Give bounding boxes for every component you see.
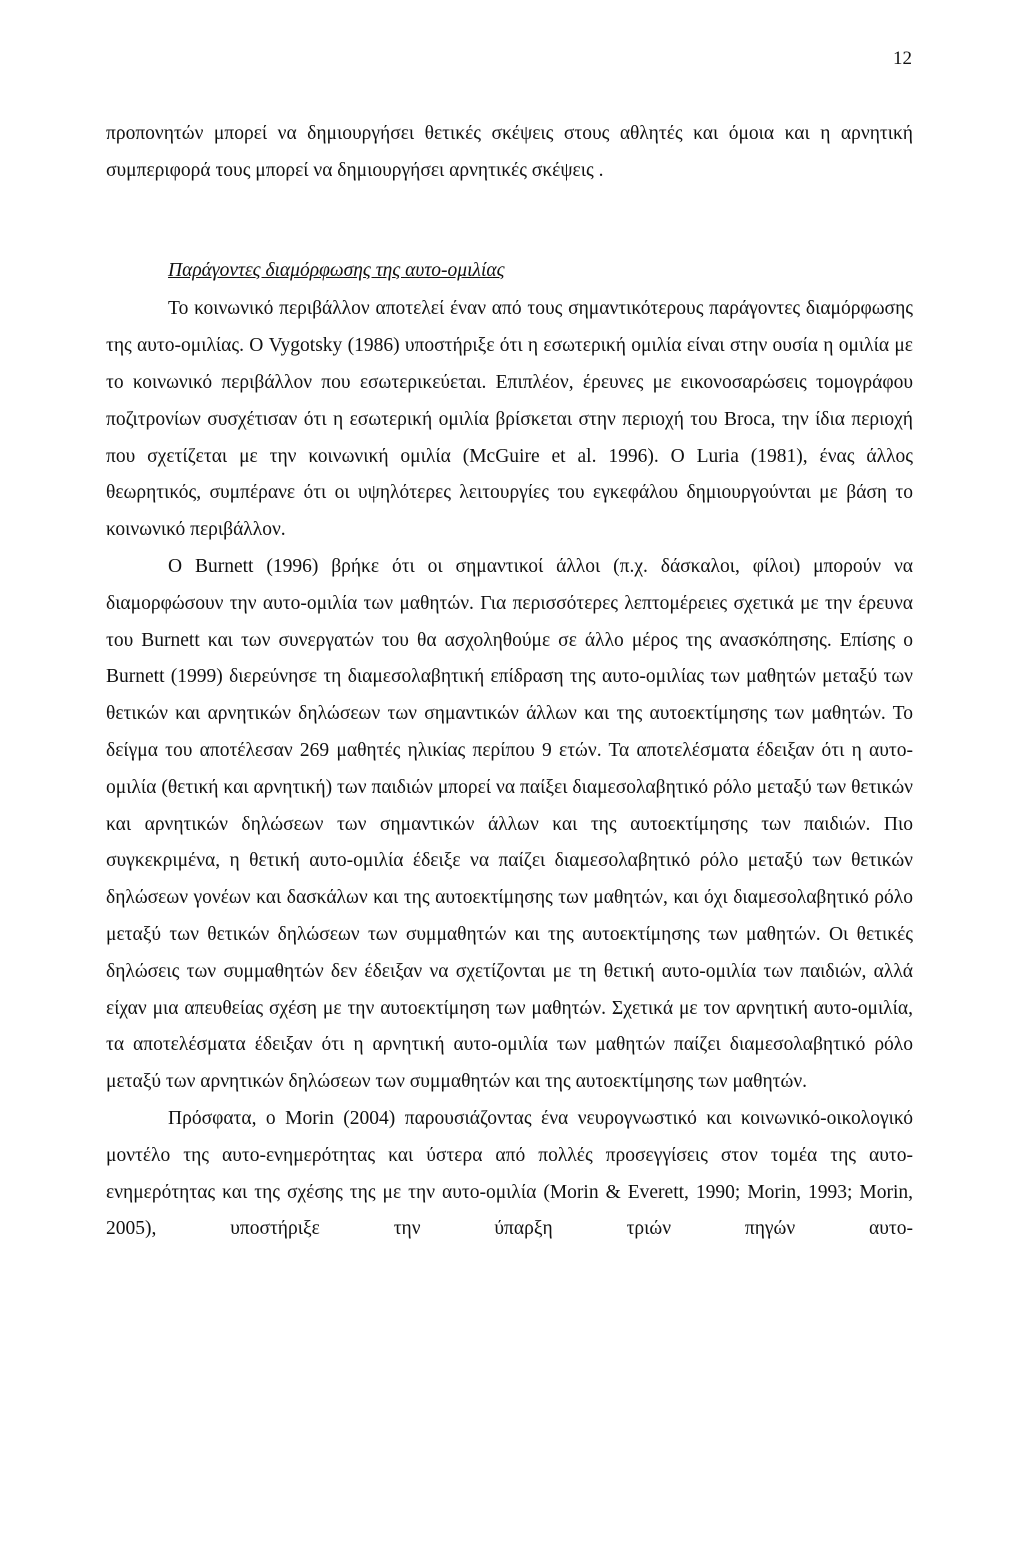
page-number: 12 — [893, 48, 912, 69]
intro-paragraph: προπονητών μπορεί να δημιουργήσει θετικές σκέψεις στους αθλητές και όμοια και η αρνητική συμπεριφορά τους μπορεί να δημιουργήσει αρνητικές σκέψεις . — [106, 123, 913, 181]
paragraph-social-environment: Το κοινωνικό περιβάλλον αποτελεί έναν από τους σημαντικότερους παράγοντες διαμόρφωσης της αυτο-ομιλίας. Ο Vygotsky (1986) υποστήριξε ότι η εσωτερική ομιλία είναι στην ουσία η ομιλία με το κοινωνικό περιβάλλον που εσωτερικεύεται. Επιπλέον, έρευνες με εικονοσαρώσεις τομογράφου ποζιτρονίων συσχέτισαν ότι η εσωτερική ομιλία βρίσκεται στην περιοχή του Broca, την ίδια περιοχή που σχετίζεται με την κοινωνική ομιλία (McGuire et al. 1996). Ο Luria (1981), ένας άλλος θεωρητικός, συμπέρανε ότι οι υψηλότερες λειτουργίες του εγκεφάλου δημιουργούνται με βάση το κοινωνικό περιβάλλον. — [106, 298, 913, 541]
paragraph-burnett-research: Ο Burnett (1996) βρήκε ότι οι σημαντικοί άλλοι (π.χ. δάσκαλοι, φίλοι) μπορούν να διαμορφώσουν την αυτο-ομιλία των μαθητών. Για περισσότερες λεπτομέρειες σχετικά με την έρευνα του Burnett και των συνεργατών του θα ασχοληθούμε σε άλλο μέρος της ανασκόπησης. Επίσης ο Burnett (1999) διερεύνησε τη διαμεσολαβητική επίδραση της αυτο-ομιλίας των μαθητών μεταξύ των θετικών και αρνητικών δηλώσεων των σημαντικών άλλων και της αυτοεκτίμησης των μαθητών. Το δείγμα του αποτέλεσαν 269 μαθητές ηλικίας περίπου 9 ετών. Τα αποτελέσματα έδειξαν ότι η αυτο-ομιλία (θετική και αρνητική) των παιδιών μπορεί να παίξει διαμεσολαβητικό ρόλο μεταξύ των θετικών και αρνητικών δηλώσεων των σημαντικών άλλων και της αυτοεκτίμησης των παιδιών. Πιο συγκεκριμένα, η θετική αυτο-ομιλία έδειξε να παίζει διαμεσολαβητικό ρόλο μεταξύ των θετικών δηλώσεων γονέων και δασκάλων και της αυτοεκτίμησης των μαθητών, και όχι διαμεσολαβητικό ρόλο μεταξύ των θετικών δηλώσεων των συμμαθητών και της αυτοεκτίμησης των μαθητών. Οι θετικές δηλώσεις των συμμαθητών δεν έδειξαν να σχετίζονται με τη θετική αυτο-ομιλία των παιδιών, αλλά είχαν μια απευθείας σχέση με την αυτοεκτίμηση των μαθητών. Σχετικά με τον αρνητική αυτο-ομιλία, τα αποτελέσματα έδειξαν ότι η αρνητική αυτο-ομιλία των μαθητών παίζει διαμεσολαβητικό ρόλο μεταξύ των αρνητικών δηλώσεων των συμμαθητών και της αυτοεκτίμησης των μαθητών. — [106, 555, 913, 1093]
document-body — [106, 116, 913, 1248]
section-heading: Παράγοντες διαμόρφωσης της αυτο-ομιλίας — [168, 259, 505, 281]
paragraph-morin-model: Πρόσφατα, ο Morin (2004) παρουσιάζοντας ένα νευρογνωστικό και κοινωνικό-οικολογικό μοντέλο της αυτο-ενημερότητας και ύστερα από πολλές προσεγγίσεις στον τομέα της αυτο-ενημερότητας και της σχέσης της με την αυτο-ομιλία (Morin & Everett, 1990; Morin, 1993; Morin, 2005), υποστήριξε την ύπαρξη τριών πηγών αυτο- — [106, 1107, 913, 1240]
